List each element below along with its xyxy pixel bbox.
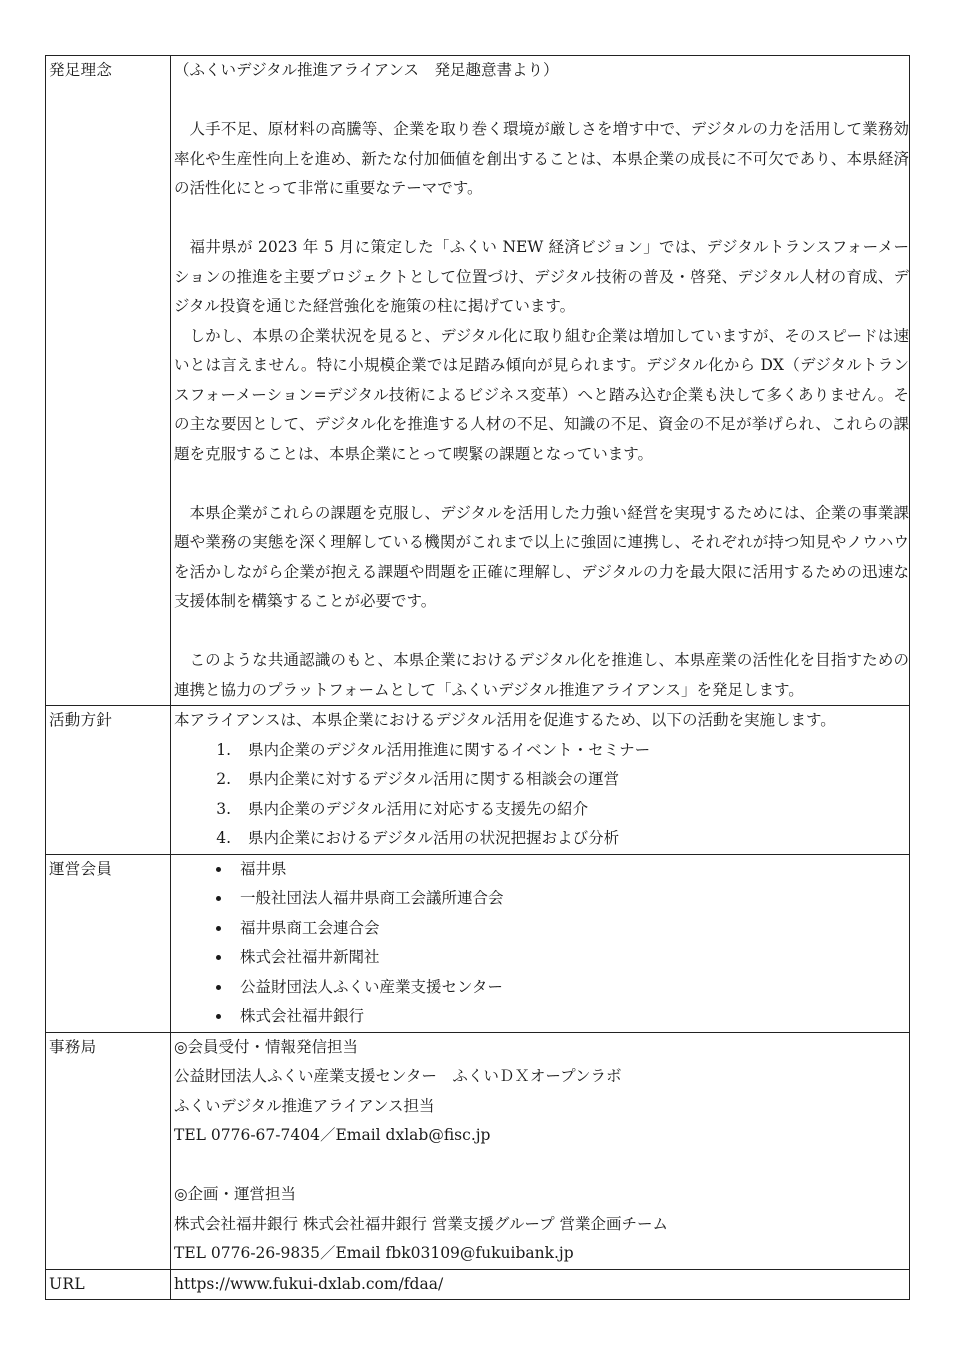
planning-heading: ◎企画・運営担当 [174, 1185, 297, 1203]
list-item: • 株式会社福井新聞社 [232, 943, 909, 973]
founding-content [171, 56, 910, 706]
members-list [174, 855, 909, 1032]
founding-paragraph-4: 本県企業がこれらの課題を克服し、デジタルを活用した力強い経営を実現するためには、企業の事業課題や業務の実態を深く理解している機関がこれまで以上に強固に連携し、それぞれが持つ知見やノウハウを活かしながら企業が抱える課題や問題を正確に理解し、デジタルの力を最大限に活用するための迅速な支援体制を構築することが必要です。 [174, 503, 909, 610]
secretariat-content [171, 1032, 910, 1269]
list-item: • 福井県 [232, 855, 909, 885]
url-content [171, 1269, 910, 1300]
alliance-info-table [45, 55, 910, 1300]
list-item: 3. 県内企業のデジタル活用に対応する支援先の紹介 [236, 795, 909, 825]
membership-org: 公益財団法人ふくい産業支援センター ふくいＤＸオープンラボ [174, 1067, 622, 1085]
planning-org: 株式会社福井銀行 株式会社福井銀行 営業支援グループ 営業企画チーム [174, 1214, 669, 1233]
activities-list [174, 736, 909, 854]
membership-heading: ◎会員受付・情報発信担当 [174, 1037, 359, 1056]
list-item: • 一般社団法人福井県商工会議所連合会 [232, 884, 909, 914]
members-label: 運営会員 [46, 854, 171, 1032]
activities-label: 活動方針 [46, 706, 171, 855]
founding-paragraph-2: 福井県が 2023 年 5 月に策定した「ふくい NEW 経済ビジョン」では、デジタルトランスフォーメーションの推進を主要プロジェクトとして位置づけ、デジタル技術の普及・啓発、デジタル人材の育成、デジタル投資を通じた経営強化を施策の柱に掲げています。 [174, 238, 909, 315]
list-item: • 株式会社福井銀行 [232, 1002, 909, 1032]
list-item: 4. 県内企業におけるデジタル活用の状況把握および分析 [236, 824, 909, 854]
activities-row [46, 706, 910, 855]
membership-dept: ふくいデジタル推進アライアンス担当 [174, 1096, 435, 1115]
members-row [46, 854, 910, 1032]
list-item: 1. 県内企業のデジタル活用推進に関するイベント・セミナー [236, 736, 909, 766]
founding-paragraph-1: 人手不足、原材料の高騰等、企業を取り巻く環境が厳しさを増す中で、デジタルの力を活用して業務効率化や生産性向上を進め、新たな付加価値を創出することは、本県企業の成長に不可欠であり、本県経済の活性化にとって非常に重要なテーマです。 [174, 120, 909, 197]
activities-intro: 本アライアンスは、本県企業におけるデジタル活用を促進するため、以下の活動を実施します。 [174, 711, 836, 729]
planning-contact: TEL 0776-26-9835／Email fbk03109@fukuibank.jp [174, 1244, 574, 1262]
activities-content [171, 706, 910, 855]
founding-paragraph-5: このような共通認識のもと、本県企業におけるデジタル化を推進し、本県産業の活性化を目指すための連携と協力のプラットフォームとして「ふくいデジタル推進アライアンス」を発足します。 [174, 651, 909, 699]
list-item: 2. 県内企業に対するデジタル活用に関する相談会の運営 [236, 765, 909, 795]
membership-contact: TEL 0776-67-7404／Email dxlab@fisc.jp [174, 1126, 491, 1144]
list-item: • 公益財団法人ふくい産業支援センター [232, 973, 909, 1003]
founding-label: 発足理念 [46, 56, 171, 706]
founding-row [46, 56, 910, 706]
url-label: URL [46, 1269, 171, 1300]
secretariat-label: 事務局 [46, 1032, 171, 1269]
list-item: • 福井県商工会連合会 [232, 914, 909, 944]
url-link[interactable]: https://www.fukui-dxlab.com/fdaa/ [174, 1274, 444, 1293]
members-content [171, 854, 910, 1032]
url-row [46, 1269, 910, 1300]
founding-source: （ふくいデジタル推進アライアンス 発足趣意書より） [174, 61, 559, 79]
secretariat-row [46, 1032, 910, 1269]
founding-paragraph-3: しかし、本県の企業状況を見ると、デジタル化に取り組む企業は増加していますが、そのスピードは速いとは言えません。特に小規模企業では足踏み傾向が見られます。デジタル化から DX（デジタルトランスフォーメーション=デジタル技術によるビジネス変革）へと踏み込む企業も決して多くありません。その主な要因として、デジタル化を推進する人材の不足、知識の不足、資金の不足が挙げられ、これらの課題を克服することは、本県企業にとって喫緊の課題となっています。 [174, 326, 909, 463]
